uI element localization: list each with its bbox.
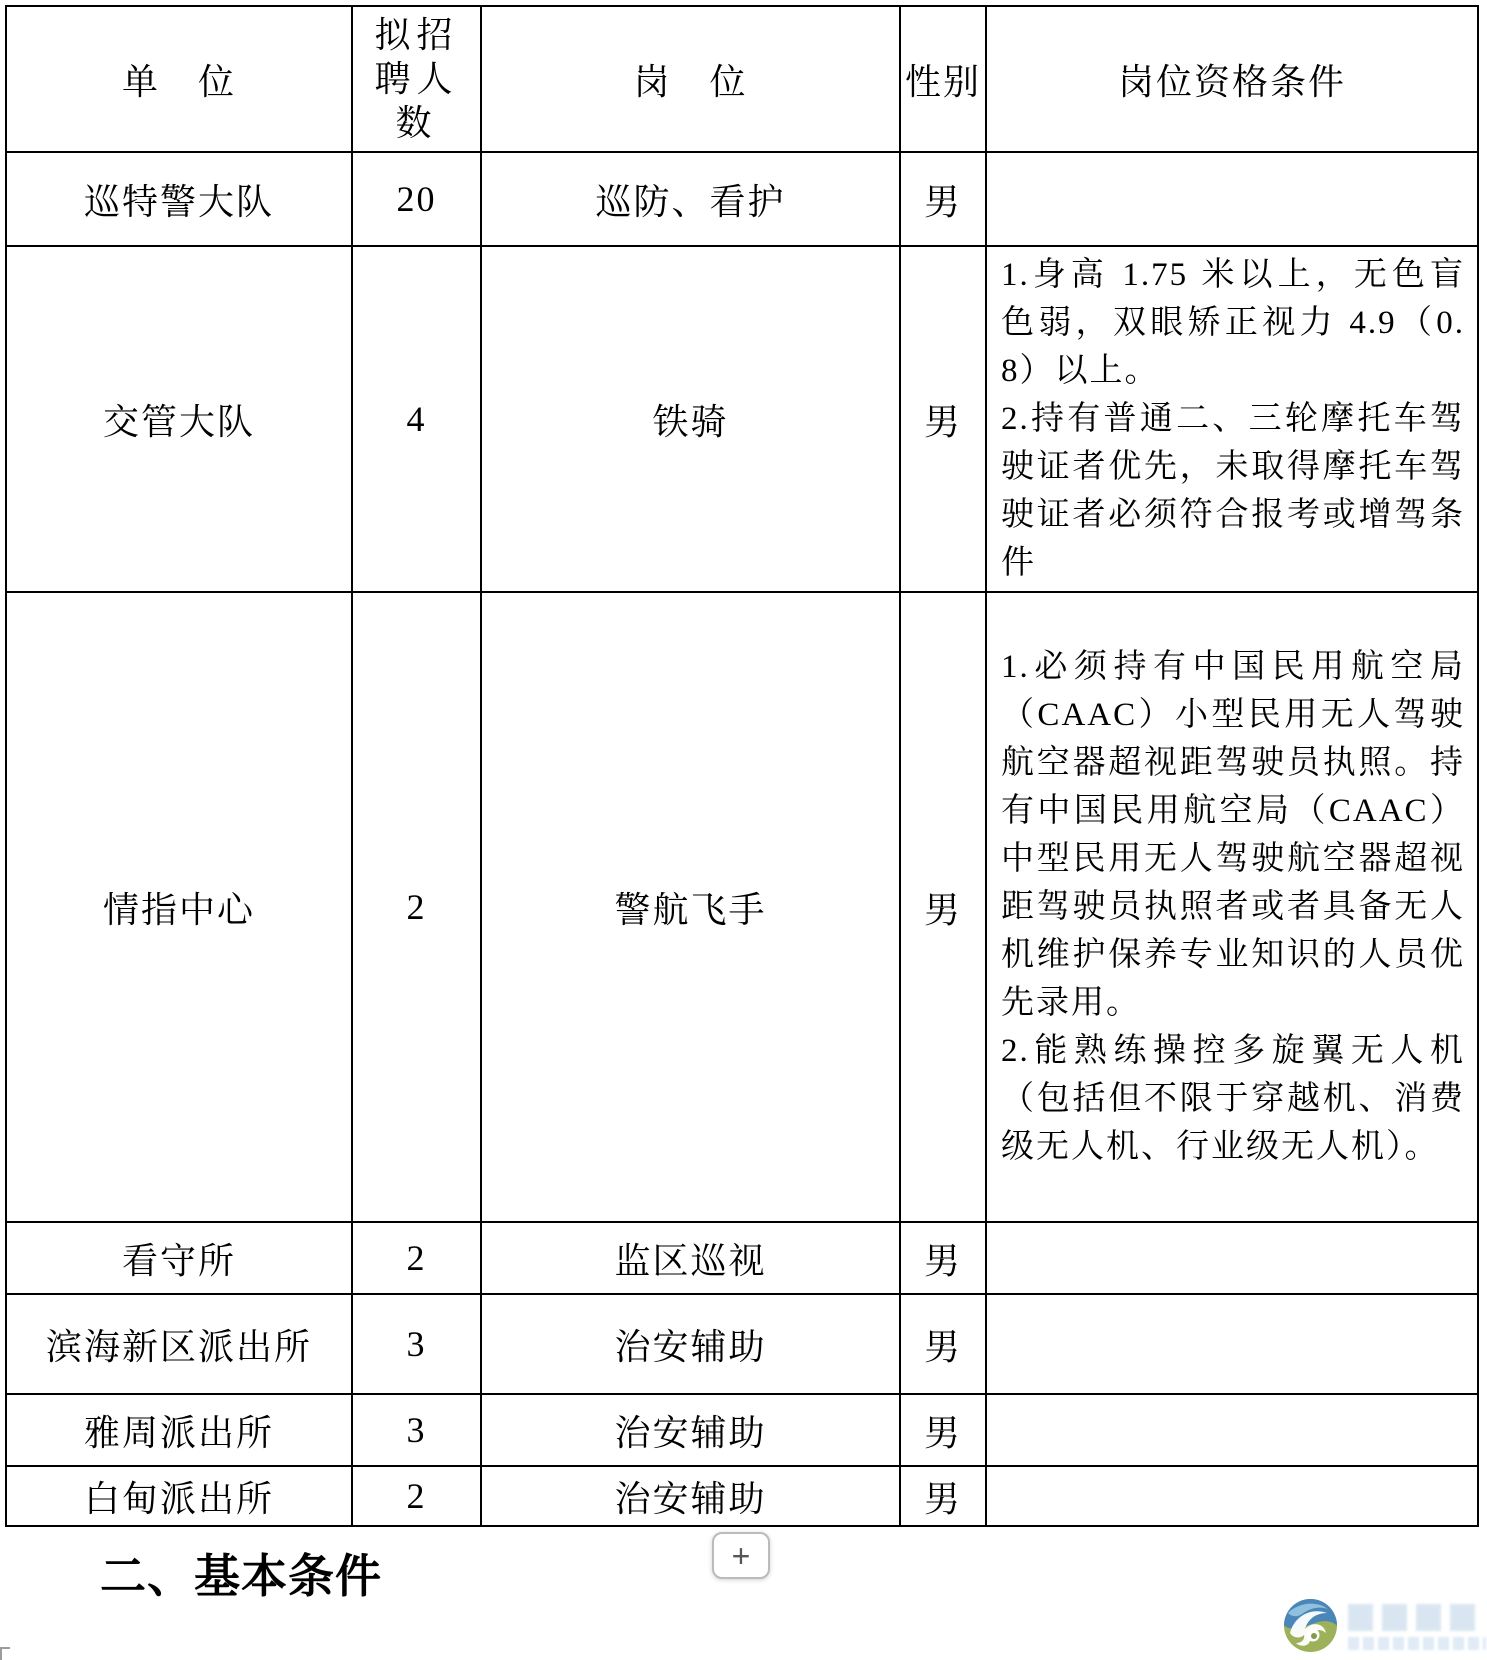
gender-cell: 男: [900, 1394, 986, 1466]
requirements-cell: [986, 1466, 1478, 1526]
table-row: [6, 1394, 1478, 1466]
position-cell: 治安辅助: [481, 1294, 900, 1394]
table-row: [6, 1466, 1478, 1526]
gender-cell: 男: [900, 1294, 986, 1394]
table-body: [6, 152, 1478, 1526]
watermark-text-line2: [1348, 1637, 1486, 1650]
count-cell: 3: [352, 1394, 481, 1466]
table-row: [6, 246, 1478, 592]
requirement-item: 1.必须持有中国民用航空局（CAAC）小型民用无人驾驶航空器超视距驾驶员执照。持有中国民用航空局（CAAC）中型民用无人驾驶航空器超视距驾驶员执照者或者具备无人机维护保养专业知识的人员优先录用。: [1001, 649, 1465, 1021]
expand-button[interactable]: +: [712, 1532, 770, 1579]
count-cell: 20: [352, 152, 481, 246]
position-cell: 治安辅助: [481, 1466, 900, 1526]
count-cell: 2: [352, 1222, 481, 1294]
position-cell: 治安辅助: [481, 1394, 900, 1466]
position-cell: 巡防、看护: [481, 152, 900, 246]
requirement-item: 2.能熟练操控多旋翼无人机（包括但不限于穿越机、消费级无人机、行业级无人机）。: [1001, 1033, 1465, 1165]
count-cell: 4: [352, 246, 481, 592]
position-cell: 监区巡视: [481, 1222, 900, 1294]
requirements-cell: [986, 246, 1478, 592]
requirements-cell: [986, 1222, 1478, 1294]
unit-cell: 巡特警大队: [6, 152, 352, 246]
requirements-cell: [986, 1394, 1478, 1466]
unit-cell: 滨海新区派出所: [6, 1294, 352, 1394]
requirements-cell: [986, 592, 1478, 1222]
position-cell: 警航飞手: [481, 592, 900, 1222]
position-cell: 铁骑: [481, 246, 900, 592]
watermark-text-line1: [1348, 1604, 1481, 1631]
unit-cell: 情指中心: [6, 592, 352, 1222]
count-cell: 2: [352, 592, 481, 1222]
header-cell-4: 岗位资格条件: [986, 6, 1478, 152]
gender-cell: 男: [900, 152, 986, 246]
requirement-item: 1.身高 1.75 米以上，无色盲色弱，双眼矫正视力 4.9（0.8）以上。: [1001, 257, 1465, 389]
header-cell-3: 性别: [900, 6, 986, 152]
header-cell-0: 单 位: [6, 6, 352, 152]
header-cell-1: 拟招聘人数: [352, 6, 481, 152]
selection-corner-mark: [0, 1647, 10, 1660]
table-row: [6, 1294, 1478, 1394]
unit-cell: 看守所: [6, 1222, 352, 1294]
gender-cell: 男: [900, 1222, 986, 1294]
unit-cell: 雅周派出所: [6, 1394, 352, 1466]
table-row: [6, 592, 1478, 1222]
gender-cell: 男: [900, 246, 986, 592]
table-row: [6, 152, 1478, 246]
table-row: [6, 1222, 1478, 1294]
watermark-logo-icon: [1282, 1597, 1339, 1654]
unit-cell: 白甸派出所: [6, 1466, 352, 1526]
unit-cell: 交管大队: [6, 246, 352, 592]
requirement-item: 2.持有普通二、三轮摩托车驾驶证者优先，未取得摩托车驾驶证者必须符合报考或增驾条件: [1001, 401, 1465, 581]
gender-cell: 男: [900, 1466, 986, 1526]
recruitment-table: [5, 5, 1479, 1527]
requirements-cell: [986, 1294, 1478, 1394]
requirements-cell: [986, 152, 1478, 246]
count-cell: 2: [352, 1466, 481, 1526]
gender-cell: 男: [900, 592, 986, 1222]
header-cell-2: 岗 位: [481, 6, 900, 152]
section-heading: 二、基本条件: [100, 1550, 382, 1602]
count-cell: 3: [352, 1294, 481, 1394]
header-row: [6, 6, 1478, 152]
